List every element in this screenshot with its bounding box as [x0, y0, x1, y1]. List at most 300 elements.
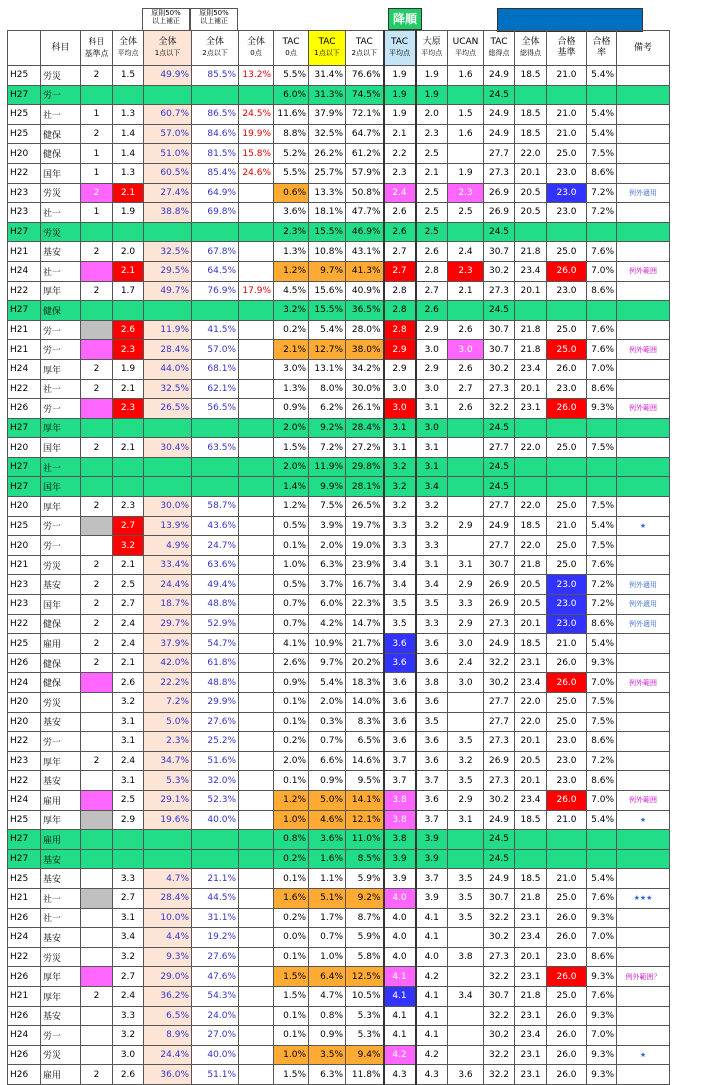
- table-cell: 7.6%: [587, 242, 617, 262]
- table-cell: 23.4: [515, 1026, 547, 1046]
- table-cell: 27.4%: [144, 183, 192, 203]
- header-label: TAC: [490, 37, 508, 47]
- table-cell: 1.3%: [274, 379, 309, 399]
- table-row: [8, 830, 670, 850]
- table-cell: [192, 301, 239, 321]
- table-cell: 32.5%: [309, 124, 346, 144]
- table-cell: 2.1: [113, 555, 144, 575]
- table-cell: 4.1%: [274, 634, 309, 654]
- table-cell: 8.0%: [309, 379, 346, 399]
- table-cell: [448, 222, 484, 242]
- table-cell: 2.9: [416, 320, 448, 340]
- table-cell: 26.0: [547, 928, 587, 948]
- table-cell: 基安: [41, 1006, 81, 1026]
- table-cell: 20.1: [515, 163, 547, 183]
- header-cell-14: [515, 31, 547, 66]
- table-cell: 31.3%: [309, 85, 346, 105]
- table-cell: 4.0: [384, 908, 416, 928]
- table-cell: H26: [8, 1045, 41, 1065]
- table-cell: 25.0: [547, 242, 587, 262]
- table-cell: 3.8: [416, 673, 448, 693]
- table-cell: 2.0%: [274, 418, 309, 438]
- table-cell: H23: [8, 751, 41, 771]
- table-cell: 57.0%: [144, 124, 192, 144]
- table-cell: 5.4%: [309, 673, 346, 693]
- table-cell: [587, 457, 617, 477]
- table-cell: 厚年: [41, 810, 81, 830]
- table-cell: 基安: [41, 928, 81, 948]
- table-cell: 54.3%: [192, 986, 239, 1006]
- table-cell: 0.1%: [274, 771, 309, 791]
- table-cell: 5.3%: [346, 1026, 384, 1046]
- table-cell: 3.5: [448, 908, 484, 928]
- table-cell: 社一: [41, 261, 81, 281]
- table-cell: 23.1: [515, 1045, 547, 1065]
- table-cell: 21.8: [515, 340, 547, 360]
- table-cell: 24.5: [484, 457, 515, 477]
- table-cell: 5.1%: [309, 888, 346, 908]
- table-cell: [515, 418, 547, 438]
- table-cell: [448, 144, 484, 164]
- table-cell: 1.6: [448, 124, 484, 144]
- table-cell: 社一: [41, 457, 81, 477]
- table-cell: 厚年: [41, 986, 81, 1006]
- table-cell: 27.2%: [346, 438, 384, 458]
- table-cell: 32.2: [484, 653, 515, 673]
- table-cell: 9.7%: [309, 653, 346, 673]
- table-row: [8, 712, 670, 732]
- table-cell: 1.5: [448, 105, 484, 125]
- table-cell: 5.2%: [274, 144, 309, 164]
- table-cell: 7.5%: [587, 536, 617, 556]
- table-cell: [617, 732, 670, 752]
- table-cell: 4.1: [384, 967, 416, 987]
- table-cell: [515, 457, 547, 477]
- table-cell: [239, 810, 274, 830]
- table-cell: [617, 281, 670, 301]
- table-cell: 7.2%: [587, 595, 617, 615]
- table-cell: 3.5: [448, 771, 484, 791]
- table-cell: [239, 516, 274, 536]
- table-cell: H20: [8, 693, 41, 713]
- table-cell: [239, 222, 274, 242]
- table-row: [8, 928, 670, 948]
- table-cell: H26: [8, 399, 41, 419]
- header-cell-year: [8, 31, 41, 66]
- table-cell: 20.5: [515, 751, 547, 771]
- table-cell: 1.5%: [274, 1065, 309, 1085]
- table-cell: [587, 301, 617, 321]
- table-cell: 21.8: [515, 888, 547, 908]
- table-cell: 32.0%: [192, 771, 239, 791]
- table-cell: 2.9: [384, 359, 416, 379]
- table-cell: 健保: [41, 144, 81, 164]
- table-cell: [617, 497, 670, 517]
- table-cell: 労災: [41, 66, 81, 86]
- table-cell: 2.0%: [274, 751, 309, 771]
- table-cell: 30.2: [484, 261, 515, 281]
- table-cell: [448, 536, 484, 556]
- table-cell: 労災: [41, 555, 81, 575]
- table-cell: 健保: [41, 124, 81, 144]
- table-cell: [448, 497, 484, 517]
- table-cell: 8.8%: [274, 124, 309, 144]
- table-row: [8, 222, 670, 242]
- header-cell-6: [239, 31, 274, 66]
- table-cell: 8.6%: [587, 771, 617, 791]
- table-cell: 30.7: [484, 320, 515, 340]
- table-cell: 2.5: [416, 144, 448, 164]
- table-cell: 23.0: [547, 751, 587, 771]
- table-cell: 22.0: [515, 712, 547, 732]
- table-cell: [239, 771, 274, 791]
- table-cell: 36.2%: [144, 986, 192, 1006]
- table-cell: 3.7%: [309, 575, 346, 595]
- table-cell: 2.4: [113, 986, 144, 1006]
- table-cell: 20.1: [515, 947, 547, 967]
- table-cell: 3.8: [448, 947, 484, 967]
- table-cell: 0.1%: [274, 869, 309, 889]
- table-cell: 3.1: [113, 712, 144, 732]
- table-cell: 24.7%: [192, 536, 239, 556]
- table-cell: 41.5%: [192, 320, 239, 340]
- table-cell: [113, 477, 144, 497]
- table-cell: 5.3%: [144, 771, 192, 791]
- table-cell: H22: [8, 614, 41, 634]
- table-cell: 社一: [41, 908, 81, 928]
- table-cell: ★: [617, 1045, 670, 1065]
- table-cell: 2: [81, 555, 113, 575]
- table-cell: 例外範囲: [617, 261, 670, 281]
- table-cell: 64.5%: [192, 261, 239, 281]
- table-cell: 3.4: [384, 555, 416, 575]
- table-cell: 10.5%: [346, 986, 384, 1006]
- table-cell: [113, 849, 144, 869]
- table-cell: 18.3%: [346, 673, 384, 693]
- table-cell: [547, 418, 587, 438]
- table-cell: 4.3: [416, 1065, 448, 1085]
- table-cell: 18.5: [515, 634, 547, 654]
- table-cell: [587, 477, 617, 497]
- table-cell: 63.6%: [192, 555, 239, 575]
- table-cell: 9.7%: [309, 261, 346, 281]
- table-cell: [81, 1006, 113, 1026]
- table-cell: [239, 183, 274, 203]
- table-cell: 3.5: [448, 732, 484, 752]
- table-cell: 6.5%: [144, 1006, 192, 1026]
- table-row: [8, 536, 670, 556]
- table-cell: 例外適用: [617, 614, 670, 634]
- table-cell: 2.4: [113, 634, 144, 654]
- table-cell: 36.0%: [144, 1065, 192, 1085]
- table-cell: H20: [8, 438, 41, 458]
- header-label: 大原: [422, 37, 441, 47]
- table-cell: 57.0%: [192, 340, 239, 360]
- table-cell: [81, 1026, 113, 1046]
- table-cell: 7.0%: [587, 261, 617, 281]
- table-cell: 23.4: [515, 673, 547, 693]
- table-cell: 厚年: [41, 967, 81, 987]
- table-row: [8, 555, 670, 575]
- table-cell: [239, 634, 274, 654]
- table-row: [8, 634, 670, 654]
- table-cell: 1.9: [448, 163, 484, 183]
- table-cell: 1.6: [448, 66, 484, 86]
- table-cell: 7.6%: [587, 986, 617, 1006]
- table-cell: 7.6%: [587, 888, 617, 908]
- table-cell: 3.0: [384, 399, 416, 419]
- table-cell: [192, 849, 239, 869]
- table-cell: 51.1%: [192, 1065, 239, 1085]
- table-cell: 54.7%: [192, 634, 239, 654]
- table-cell: 24.5: [484, 85, 515, 105]
- table-cell: 32.2: [484, 908, 515, 928]
- table-cell: 20.2%: [346, 653, 384, 673]
- table-cell: 0.7%: [309, 928, 346, 948]
- table-cell: 23.1: [515, 1006, 547, 1026]
- table-cell: 30.7: [484, 242, 515, 262]
- table-cell: 2.8: [416, 261, 448, 281]
- header-sub: 平均点: [421, 49, 443, 57]
- table-cell: H22: [8, 771, 41, 791]
- table-cell: 12.7%: [309, 340, 346, 360]
- table-cell: 3.3: [448, 595, 484, 615]
- table-cell: 23.0: [547, 771, 587, 791]
- table-cell: 5.4%: [587, 516, 617, 536]
- table-cell: 3.6%: [274, 203, 309, 223]
- table-cell: [617, 477, 670, 497]
- table-cell: 0.8%: [309, 1006, 346, 1026]
- table-cell: 3.2: [113, 693, 144, 713]
- header-cell-16: [587, 31, 617, 66]
- table-cell: 23.1: [515, 908, 547, 928]
- table-cell: 3.4: [384, 575, 416, 595]
- table-cell: [81, 477, 113, 497]
- table-cell: 38.0%: [346, 340, 384, 360]
- table-cell: 85.4%: [192, 163, 239, 183]
- table-cell: [239, 947, 274, 967]
- table-row: [8, 203, 670, 223]
- table-cell: ★: [617, 516, 670, 536]
- table-cell: [515, 222, 547, 242]
- table-cell: 1.7: [113, 281, 144, 301]
- table-cell: 38.8%: [144, 203, 192, 223]
- table-cell: 2.7: [113, 516, 144, 536]
- table-row: [8, 340, 670, 360]
- table-cell: 26.5%: [144, 399, 192, 419]
- table-cell: 2.7: [384, 242, 416, 262]
- table-cell: [239, 1065, 274, 1085]
- table-cell: 5.4%: [587, 810, 617, 830]
- table-cell: 0.6%: [274, 183, 309, 203]
- table-cell: 1.7%: [309, 908, 346, 928]
- header-label: 全体: [158, 37, 177, 47]
- table-cell: 0.5%: [274, 575, 309, 595]
- table-row: [8, 653, 670, 673]
- table-cell: H20: [8, 536, 41, 556]
- table-cell: 25.0: [547, 712, 587, 732]
- table-cell: 26.0: [547, 790, 587, 810]
- table-cell: [617, 242, 670, 262]
- table-cell: 9.4%: [346, 1045, 384, 1065]
- table-cell: 2: [81, 575, 113, 595]
- table-cell: 1: [81, 203, 113, 223]
- table-row: [8, 1006, 670, 1026]
- table-cell: 24.5: [484, 830, 515, 850]
- table-cell: 25.7%: [309, 163, 346, 183]
- table-cell: [587, 830, 617, 850]
- table-cell: 3.6: [416, 732, 448, 752]
- table-cell: 3.1: [113, 771, 144, 791]
- table-cell: 9.3%: [587, 967, 617, 987]
- table-cell: 4.1: [416, 908, 448, 928]
- table-cell: [144, 222, 192, 242]
- table-cell: [239, 732, 274, 752]
- table-cell: 21.0: [547, 810, 587, 830]
- header-cell-12: [448, 31, 484, 66]
- header-cell-10: [384, 31, 416, 66]
- table-cell: [239, 438, 274, 458]
- table-cell: 1.9: [113, 359, 144, 379]
- table-cell: 3.5: [416, 712, 448, 732]
- table-cell: 3.4: [113, 928, 144, 948]
- table-cell: [239, 908, 274, 928]
- table-cell: 13.9%: [144, 516, 192, 536]
- table-cell: H22: [8, 732, 41, 752]
- table-cell: [239, 1045, 274, 1065]
- table-cell: 0.2%: [274, 732, 309, 752]
- table-row: [8, 183, 670, 203]
- table-cell: 3.6: [384, 673, 416, 693]
- table-cell: 27.3: [484, 771, 515, 791]
- table-row: [8, 359, 670, 379]
- table-cell: 基安: [41, 771, 81, 791]
- table-cell: [81, 261, 113, 281]
- table-row: [8, 261, 670, 281]
- table-cell: 26.0: [547, 359, 587, 379]
- table-cell: 57.9%: [346, 163, 384, 183]
- table-cell: 2.6: [113, 1065, 144, 1085]
- table-cell: 2: [81, 183, 113, 203]
- table-cell: 20.5: [515, 183, 547, 203]
- table-cell: 4.9%: [144, 536, 192, 556]
- table-cell: 27.6%: [192, 947, 239, 967]
- table-cell: 48.8%: [192, 673, 239, 693]
- table-cell: 21.8: [515, 555, 547, 575]
- table-cell: 3.3: [384, 536, 416, 556]
- table-cell: [239, 418, 274, 438]
- table-cell: 3.0: [448, 634, 484, 654]
- table-row: [8, 66, 670, 86]
- table-cell: 基安: [41, 712, 81, 732]
- table-cell: [239, 595, 274, 615]
- table-cell: 3.9%: [309, 516, 346, 536]
- note-correction-1-text: 原則50% 以上補正: [151, 9, 181, 25]
- table-cell: [448, 1006, 484, 1026]
- table-cell: [587, 849, 617, 869]
- table-cell: [81, 457, 113, 477]
- table-cell: [239, 614, 274, 634]
- table-cell: 健保: [41, 614, 81, 634]
- table-cell: 20.5: [515, 595, 547, 615]
- table-cell: 25.0: [547, 986, 587, 1006]
- header-sub: 1点以下: [314, 49, 340, 57]
- header-label: TAC: [318, 37, 336, 47]
- table-cell: 7.5%: [587, 438, 617, 458]
- table-cell: 雇用: [41, 790, 81, 810]
- table-cell: 23.0: [547, 732, 587, 752]
- table-cell: 労一: [41, 320, 81, 340]
- table-cell: 0.7%: [309, 732, 346, 752]
- table-cell: [617, 751, 670, 771]
- table-cell: [617, 928, 670, 948]
- table-cell: 3.6%: [309, 830, 346, 850]
- header-label: 全体: [205, 37, 224, 47]
- table-cell: [448, 477, 484, 497]
- table-cell: 4.3: [384, 1065, 416, 1085]
- table-cell: 2: [81, 359, 113, 379]
- table-cell: [617, 163, 670, 183]
- table-cell: [617, 1065, 670, 1085]
- table-cell: 4.2: [416, 1045, 448, 1065]
- table-cell: 8.6%: [587, 379, 617, 399]
- table-cell: [192, 222, 239, 242]
- table-cell: 0.9%: [274, 399, 309, 419]
- table-cell: 7.6%: [587, 340, 617, 360]
- table-cell: 30.4%: [144, 438, 192, 458]
- table-cell: H21: [8, 555, 41, 575]
- table-cell: 20.1: [515, 379, 547, 399]
- table-cell: 23.0: [547, 203, 587, 223]
- table-cell: 1.5%: [274, 986, 309, 1006]
- table-cell: H27: [8, 301, 41, 321]
- table-cell: [617, 66, 670, 86]
- table-cell: 2.6: [416, 242, 448, 262]
- table-cell: [617, 105, 670, 125]
- table-cell: 0.7%: [274, 614, 309, 634]
- table-cell: 2.1: [113, 653, 144, 673]
- table-cell: 63.5%: [192, 438, 239, 458]
- table-cell: 10.0%: [144, 908, 192, 928]
- table-cell: 1.0%: [309, 947, 346, 967]
- table-cell: [81, 301, 113, 321]
- table-cell: [617, 536, 670, 556]
- table-cell: 37.9%: [309, 105, 346, 125]
- table-cell: 2.1: [416, 163, 448, 183]
- table-cell: 9.3%: [144, 947, 192, 967]
- table-cell: 3.1: [448, 810, 484, 830]
- table-cell: 18.5: [515, 516, 547, 536]
- table-cell: H20: [8, 712, 41, 732]
- table-cell: 6.0%: [274, 85, 309, 105]
- table-cell: 5.4%: [587, 124, 617, 144]
- table-cell: 0.8%: [274, 830, 309, 850]
- table-cell: H22: [8, 281, 41, 301]
- table-cell: 14.0%: [346, 693, 384, 713]
- table-cell: [239, 751, 274, 771]
- table-cell: 7.5%: [309, 497, 346, 517]
- table-cell: 27.3: [484, 732, 515, 752]
- table-cell: 2.5: [113, 575, 144, 595]
- table-row: [8, 967, 670, 987]
- table-cell: 58.7%: [192, 497, 239, 517]
- table-cell: [192, 418, 239, 438]
- table-cell: H25: [8, 810, 41, 830]
- table-cell: 3.5: [416, 595, 448, 615]
- table-cell: 2.3: [113, 340, 144, 360]
- table-cell: 19.0%: [346, 536, 384, 556]
- table-cell: 52.3%: [192, 790, 239, 810]
